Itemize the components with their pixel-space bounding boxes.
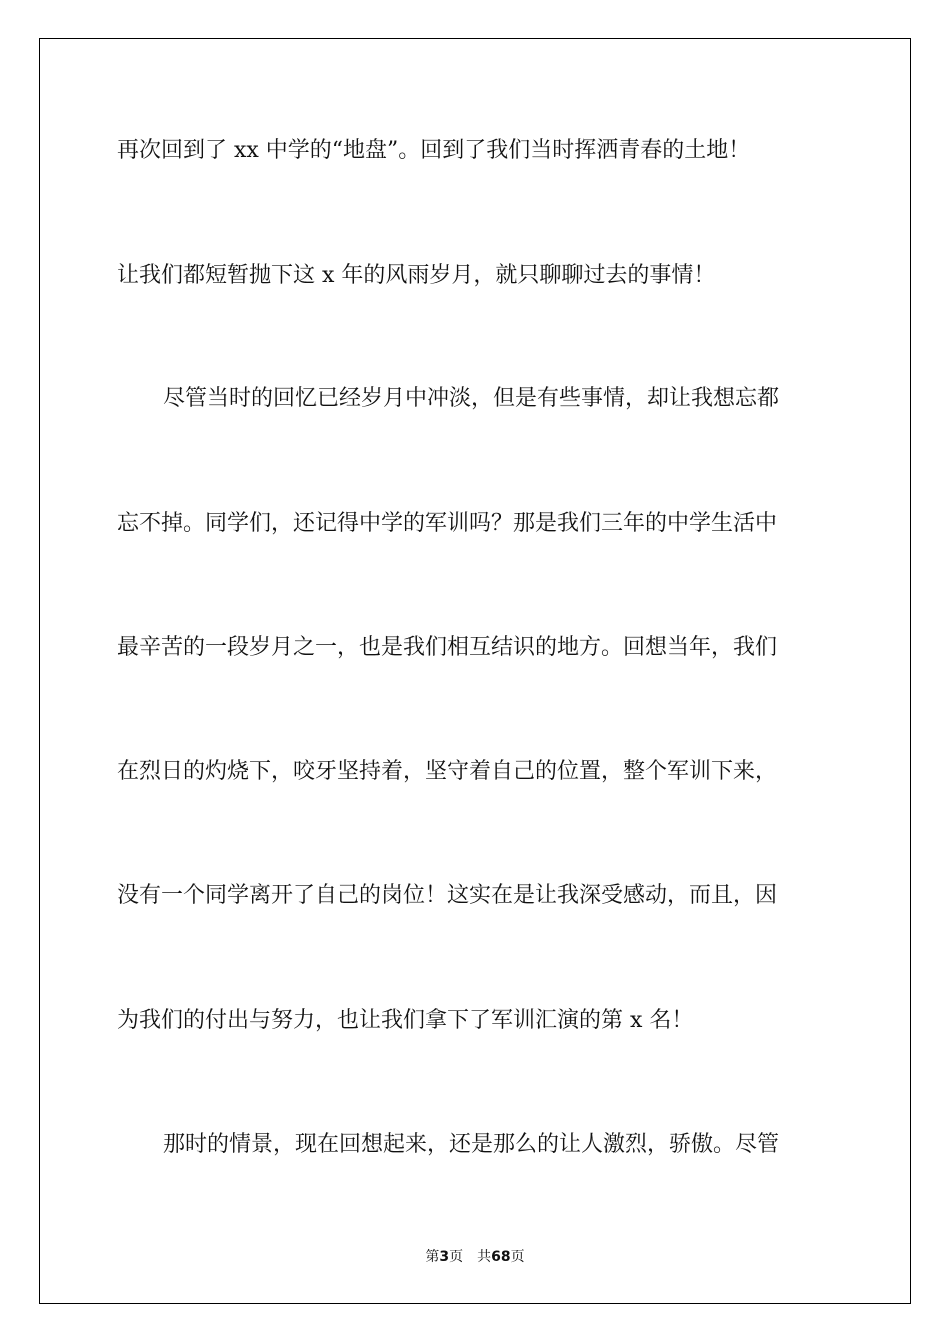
text-line-6: 在烈日的灼烧下，咬牙坚持着，坚守着自己的位置，整个军训下来，	[117, 759, 778, 784]
text-line-9: 那时的情景，现在回想起来，还是那么的让人激烈，骄傲。尽管	[163, 1132, 780, 1157]
page-number: 3	[439, 1249, 450, 1265]
page-suffix: 页	[449, 1249, 464, 1265]
text-line-3: 尽管当时的回忆已经岁月中冲淡，但是有些事情，却让我想忘都	[163, 386, 780, 411]
text-line-4: 忘不掉。同学们，还记得中学的军训吗？那是我们三年的中学生活中	[117, 511, 778, 536]
text-line-5: 最辛苦的一段岁月之一，也是我们相互结识的地方。回想当年，我们	[117, 635, 778, 660]
text-line-8: 为我们的付出与努力，也让我们拿下了军训汇演的第 x 名！	[117, 1008, 694, 1033]
text-line-2: 让我们都短暂抛下这 x 年的风雨岁月，就只聊聊过去的事情！	[117, 263, 716, 288]
total-pages: 68	[491, 1249, 511, 1265]
text-line-1: 再次回到了 xx 中学的“地盘”。回到了我们当时挥洒青春的土地！	[117, 138, 751, 163]
text-line-7: 没有一个同学离开了自己的岗位！这实在是让我深受感动，而且，因	[117, 883, 778, 908]
page-footer	[0, 1246, 950, 1266]
page-border	[39, 38, 911, 1304]
page-prefix: 第	[425, 1249, 440, 1265]
total-prefix: 共	[477, 1249, 492, 1265]
total-suffix: 页	[510, 1249, 525, 1265]
